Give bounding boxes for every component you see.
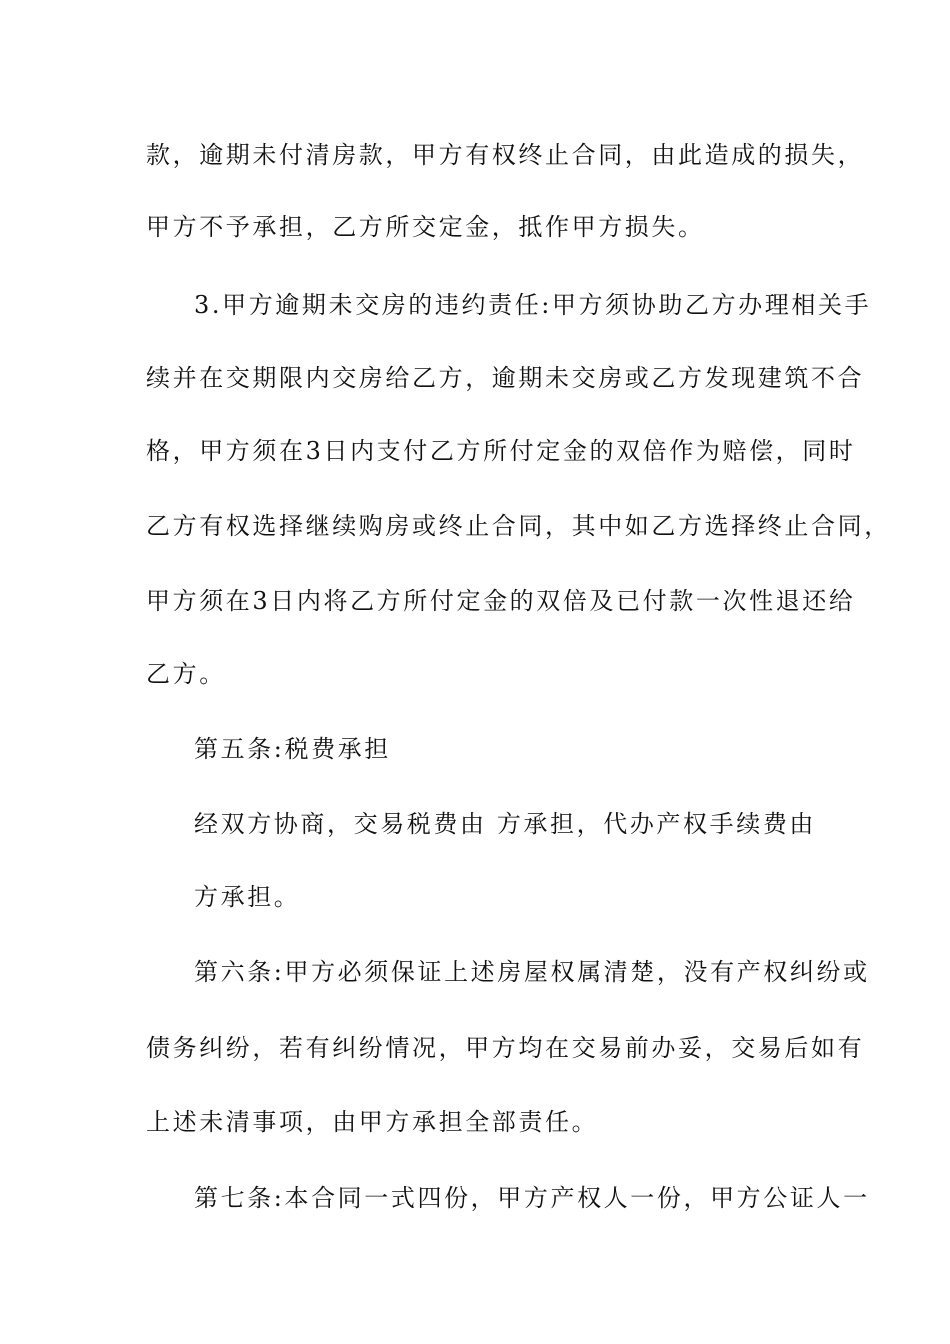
paragraph-line: 方承担。	[194, 883, 301, 911]
paragraph-line: 乙方有权选择继续购房或终止合同，其中如乙方选择终止合同，	[146, 512, 891, 540]
paragraph-line: 上述未清事项，由甲方承担全部责任。	[146, 1108, 599, 1136]
paragraph-line: 债务纠纷，若有纠纷情况，甲方均在交易前办妥，交易后如有	[146, 1034, 865, 1062]
paragraph-line: 经双方协商，交易税费由 方承担，代办产权手续费由	[194, 810, 817, 838]
paragraph-line: 第六条:甲方必须保证上述房屋权属清楚，没有产权纠纷或	[194, 958, 870, 986]
section-heading: 第五条:税费承担	[194, 735, 391, 763]
paragraph-line: 款，逾期未付清房款，甲方有权终止合同，由此造成的损失，	[146, 141, 865, 169]
paragraph-line: 3.甲方逾期未交房的违约责任:甲方须协助乙方办理相关手	[194, 291, 872, 319]
paragraph-line: 续并在交期限内交房给乙方，逾期未交房或乙方发现建筑不合	[146, 364, 865, 392]
paragraph-line: 甲方不予承担，乙方所交定金，抵作甲方损失。	[146, 213, 705, 241]
paragraph-line: 乙方。	[146, 660, 226, 688]
paragraph-line: 格，甲方须在3日内支付乙方所付定金的双倍作为赔偿，同时	[146, 437, 856, 465]
paragraph-line: 甲方须在3日内将乙方所付定金的双倍及已付款一次性退还给	[146, 587, 856, 615]
paragraph-line: 第七条:本合同一式四份，甲方产权人一份，甲方公证人一	[194, 1184, 870, 1212]
